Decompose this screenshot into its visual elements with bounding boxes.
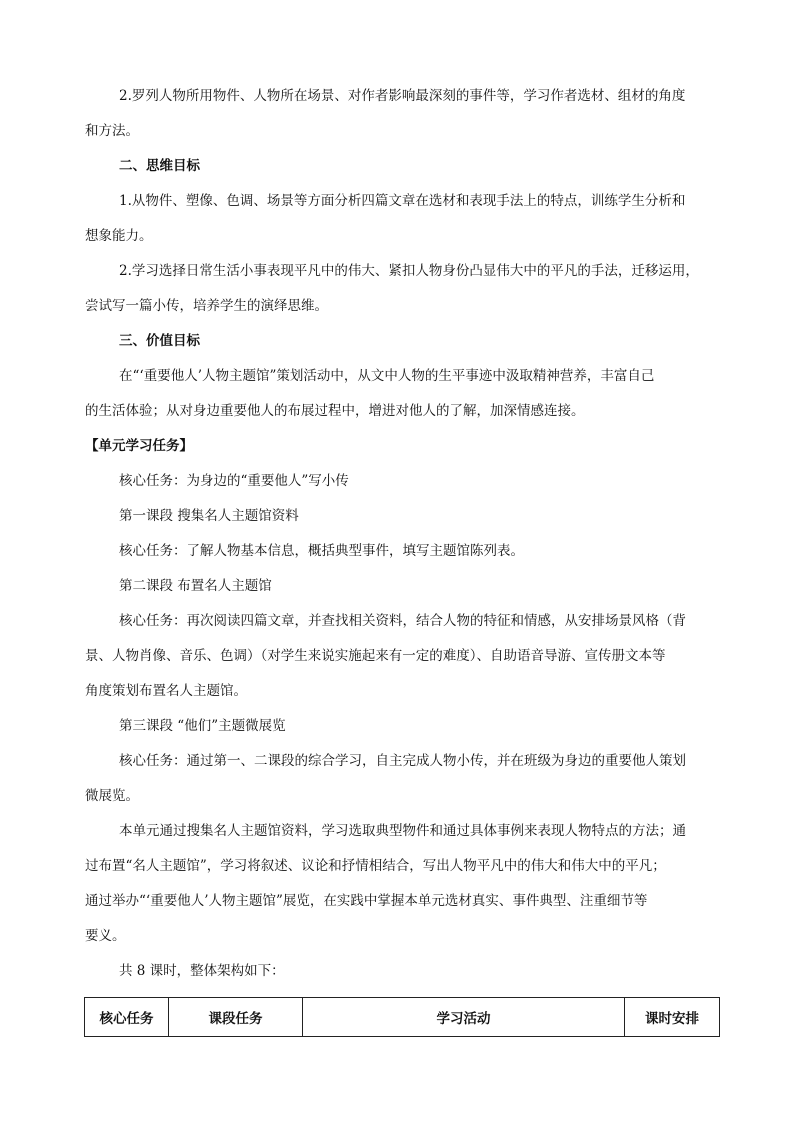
summary-line: 本单元通过搜集名人主题馆资料，学习选取典型物件和通过具体事例来表现人物特点的方法；通 — [119, 823, 686, 839]
section-heading: 【单元学习任务】 — [85, 438, 193, 454]
summary-line: 通过举办“‘重要他人’人物主题馆”展览，在实践中掌握本单元选材真实、事件典型、注重细节等 — [85, 893, 648, 909]
objective-line: 想象能力。 — [85, 228, 153, 244]
objective-line: 尝试写一篇小传，培养学生的演绎思维。 — [85, 298, 328, 314]
objective-line: 2.罗列人物所用物件、人物所在场景、对作者影响最深刻的事件等，学习作者选材、组材的角度 — [119, 88, 686, 104]
table-header-cell: 课时安排 — [645, 1011, 699, 1027]
task-line: 核心任务：通过第一、二课段的综合学习，自主完成人物小传，并在班级为身边的重要他人策划 — [119, 753, 686, 769]
objective-line: 2.学习选择日常生活小事表现平凡中的伟大、紧扣人物身份凸显伟大中的平凡的手法，迁移运用， — [119, 263, 699, 279]
task-line: 核心任务：为身边的“重要他人”写小传 — [119, 473, 349, 489]
summary-line: 要义。 — [85, 928, 126, 944]
objective-line: 在“‘重要他人’人物主题馆”策划活动中，从文中人物的生平事迹中汲取精神营养，丰富自己 — [119, 368, 655, 384]
summary-line: 过布置“名人主题馆”，学习将叙述、议论和抒情相结合，写出人物平凡中的伟大和伟大中的平凡； — [85, 858, 666, 874]
objective-line: 1.从物件、塑像、色调、场景等方面分析四篇文章在选材和表现手法上的特点，训练学生分析和 — [119, 193, 686, 209]
stage-title: 第一课段 搜集名人主题馆资料 — [119, 508, 299, 524]
section-heading: 二、思维目标 — [119, 158, 200, 174]
task-line: 核心任务：再次阅读四篇文章，并查找相关资料，结合人物的特征和情感，从安排场景风格（背 — [119, 613, 686, 629]
table-header-cell: 核心任务 — [85, 998, 169, 1036]
table-header-cell: 课段任务 — [169, 998, 303, 1036]
stage-title: 第二课段 布置名人主题馆 — [119, 578, 272, 594]
objective-line: 和方法。 — [85, 123, 139, 139]
structure-table — [84, 997, 720, 1037]
task-line: 核心任务：了解人物基本信息，概括典型事件，填写主题馆陈列表。 — [119, 543, 524, 559]
objective-line: 的生活体验；从对身边重要他人的布展过程中，增进对他人的了解，加深情感连接。 — [85, 403, 585, 419]
task-line: 景、人物肖像、音乐、色调）（对学生来说实施起来有一定的难度）、自助语音导游、宣传册文本等 — [85, 648, 666, 664]
table-header-cell: 学习活动 — [303, 998, 625, 1036]
stage-title: 第三课段 “他们”主题微展览 — [119, 718, 286, 734]
section-heading: 三、价值目标 — [119, 333, 200, 349]
summary-line: 共 8 课时，整体架构如下： — [119, 963, 285, 979]
task-line: 角度策划布置名人主题馆。 — [85, 683, 247, 699]
task-line: 微展览。 — [85, 788, 139, 804]
